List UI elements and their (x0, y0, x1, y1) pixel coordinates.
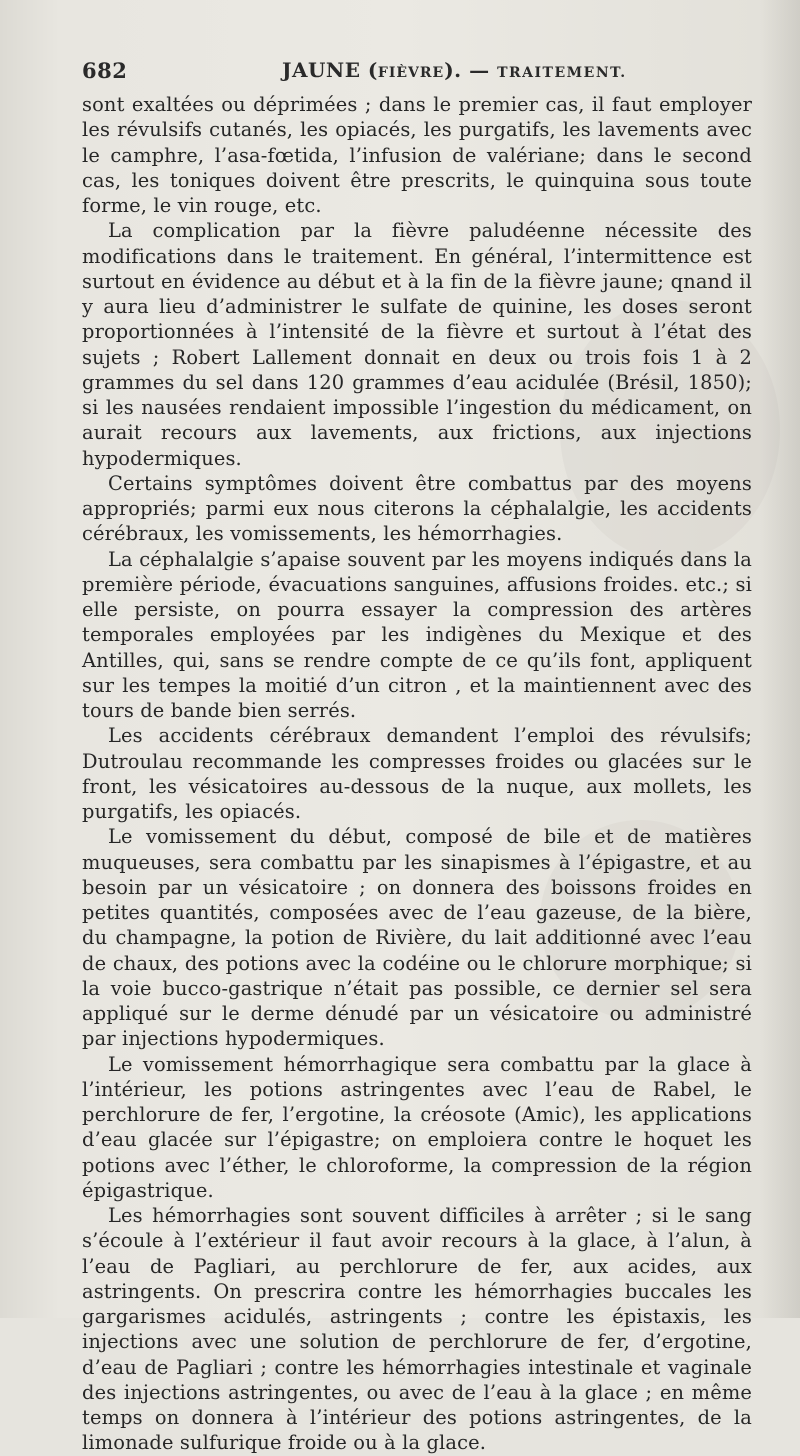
title-dash: — (469, 58, 490, 82)
title-paren-close: ). (444, 58, 462, 82)
paragraph: Le vomissement du début, composé de bile et de matières muqueuses, sera combattu par les sinapismes à l’épigastre, et au besoin par un vésicatoire ; on donnera des boissons froides en petites quantités, composées avec de l’eau gazeuse, de la bière, du champagne, la potion de Rivière, du lait additionné avec l’eau de chaux, des potions avec la codéine ou le chlorure morphique; si la voie bucco-gastrique n’était pas possible, ce dernier sel sera appliqué sur le derme dénudé par un vésicatoire ou administré par injections hypodermiques. (82, 825, 752, 1051)
title-paren-word: FIÈVRE (377, 65, 445, 81)
paragraph-continuation: sont exaltées ou déprimées ; dans le premier cas, il faut employer les révulsifs cutanés, les opiacés, les purgatifs, les lavements avec le camphre, l’asa-fœtida, l’infusion de valériane; dans le second cas, les toniques doivent être prescrits, le quinquina sous toute forme, le vin rouge, etc. (82, 93, 752, 217)
page-number: 682 (82, 58, 128, 83)
paragraph: La céphalalgie s’apaise souvent par les moyens indiqués dans la première période, évacuations sanguines, affusions froides. etc.; si elle persiste, on pourra essayer la compression des artères temporales employées par les indigènes du Mexique et des Antilles, qui, sans se rendre compte de ce qu’ils font, appliquent sur les tempes la moitié d’un citron , et la maintiennent avec des tours de bande bien serrés. (82, 547, 752, 722)
title-sub: TRAITEMENT. (497, 65, 627, 81)
paragraph: Certains symptômes doivent être combattus par des moyens appropriés; parmi eux nous citerons la céphalalgie, les accidents cérébraux, les vomissements, les hémorrhagies. (82, 471, 752, 546)
paragraph: Les hémorrhagies sont souvent difficiles à arrêter ; si le sang s’écoule à l’extérieur il faut avoir recours à la glace, à l’alun, à l’eau de Pagliari, au perchlorure de fer, aux acides, aux astringents. On prescrira contre les hémorrhagies buccales les gargarismes acidulés, astringents ; contre les épistaxis, les injections avec une solution de perchlorure de fer, d’ergotine, d’eau de Pagliari ; contre les hémorrhagies intestinale et vaginale des injections astringentes, ou avec de l’eau à la glace ; en même temps on donnera à l’intérieur des potions astringentes, de la limonade sulfurique froide ou à la glace. (82, 1204, 752, 1455)
body-text (82, 92, 752, 1456)
running-header (82, 56, 750, 86)
title-main: JAUNE (282, 58, 361, 82)
title-paren-open: ( (367, 58, 378, 82)
paragraph: La complication par la fièvre paludéenne nécessite des modifications dans le traitement. En général, l’intermittence est surtout en évidence au début et à la fin de la fièvre jaune; qnand il y aura lieu d’administrer le sulfate de quinine, les doses seront proportionnées à l’intensité de la fièvre et surtout à l’état des sujets ; Robert Lallement donnait en deux ou trois fois 1 à 2 grammes du sel dans 120 grammes d’eau acidulée (Brésil, 1850); si les nausées rendaient impossible l’ingestion du médicament, on aurait recours aux lavements, aux frictions, aux injections hypodermiques. (82, 219, 752, 470)
paragraph: Les accidents cérébraux demandent l’emploi des révulsifs; Dutroulau recommande les compresses froides ou glacées sur le front, les vésicatoires au-dessous de la nuque, aux mollets, les purgatifs, les opiacés. (82, 724, 752, 823)
paragraph: Le vomissement hémorrhagique sera combattu par la glace à l’intérieur, les potions astringentes avec l’eau de Rabel, le perchlorure de fer, l’ergotine, la créosote (Amic), les applications d’eau glacée sur l’épigastre; on emploiera contre le hoquet les potions avec l’éther, le chloroforme, la compression de la région épigastrique. (82, 1052, 752, 1202)
running-title (282, 58, 627, 82)
